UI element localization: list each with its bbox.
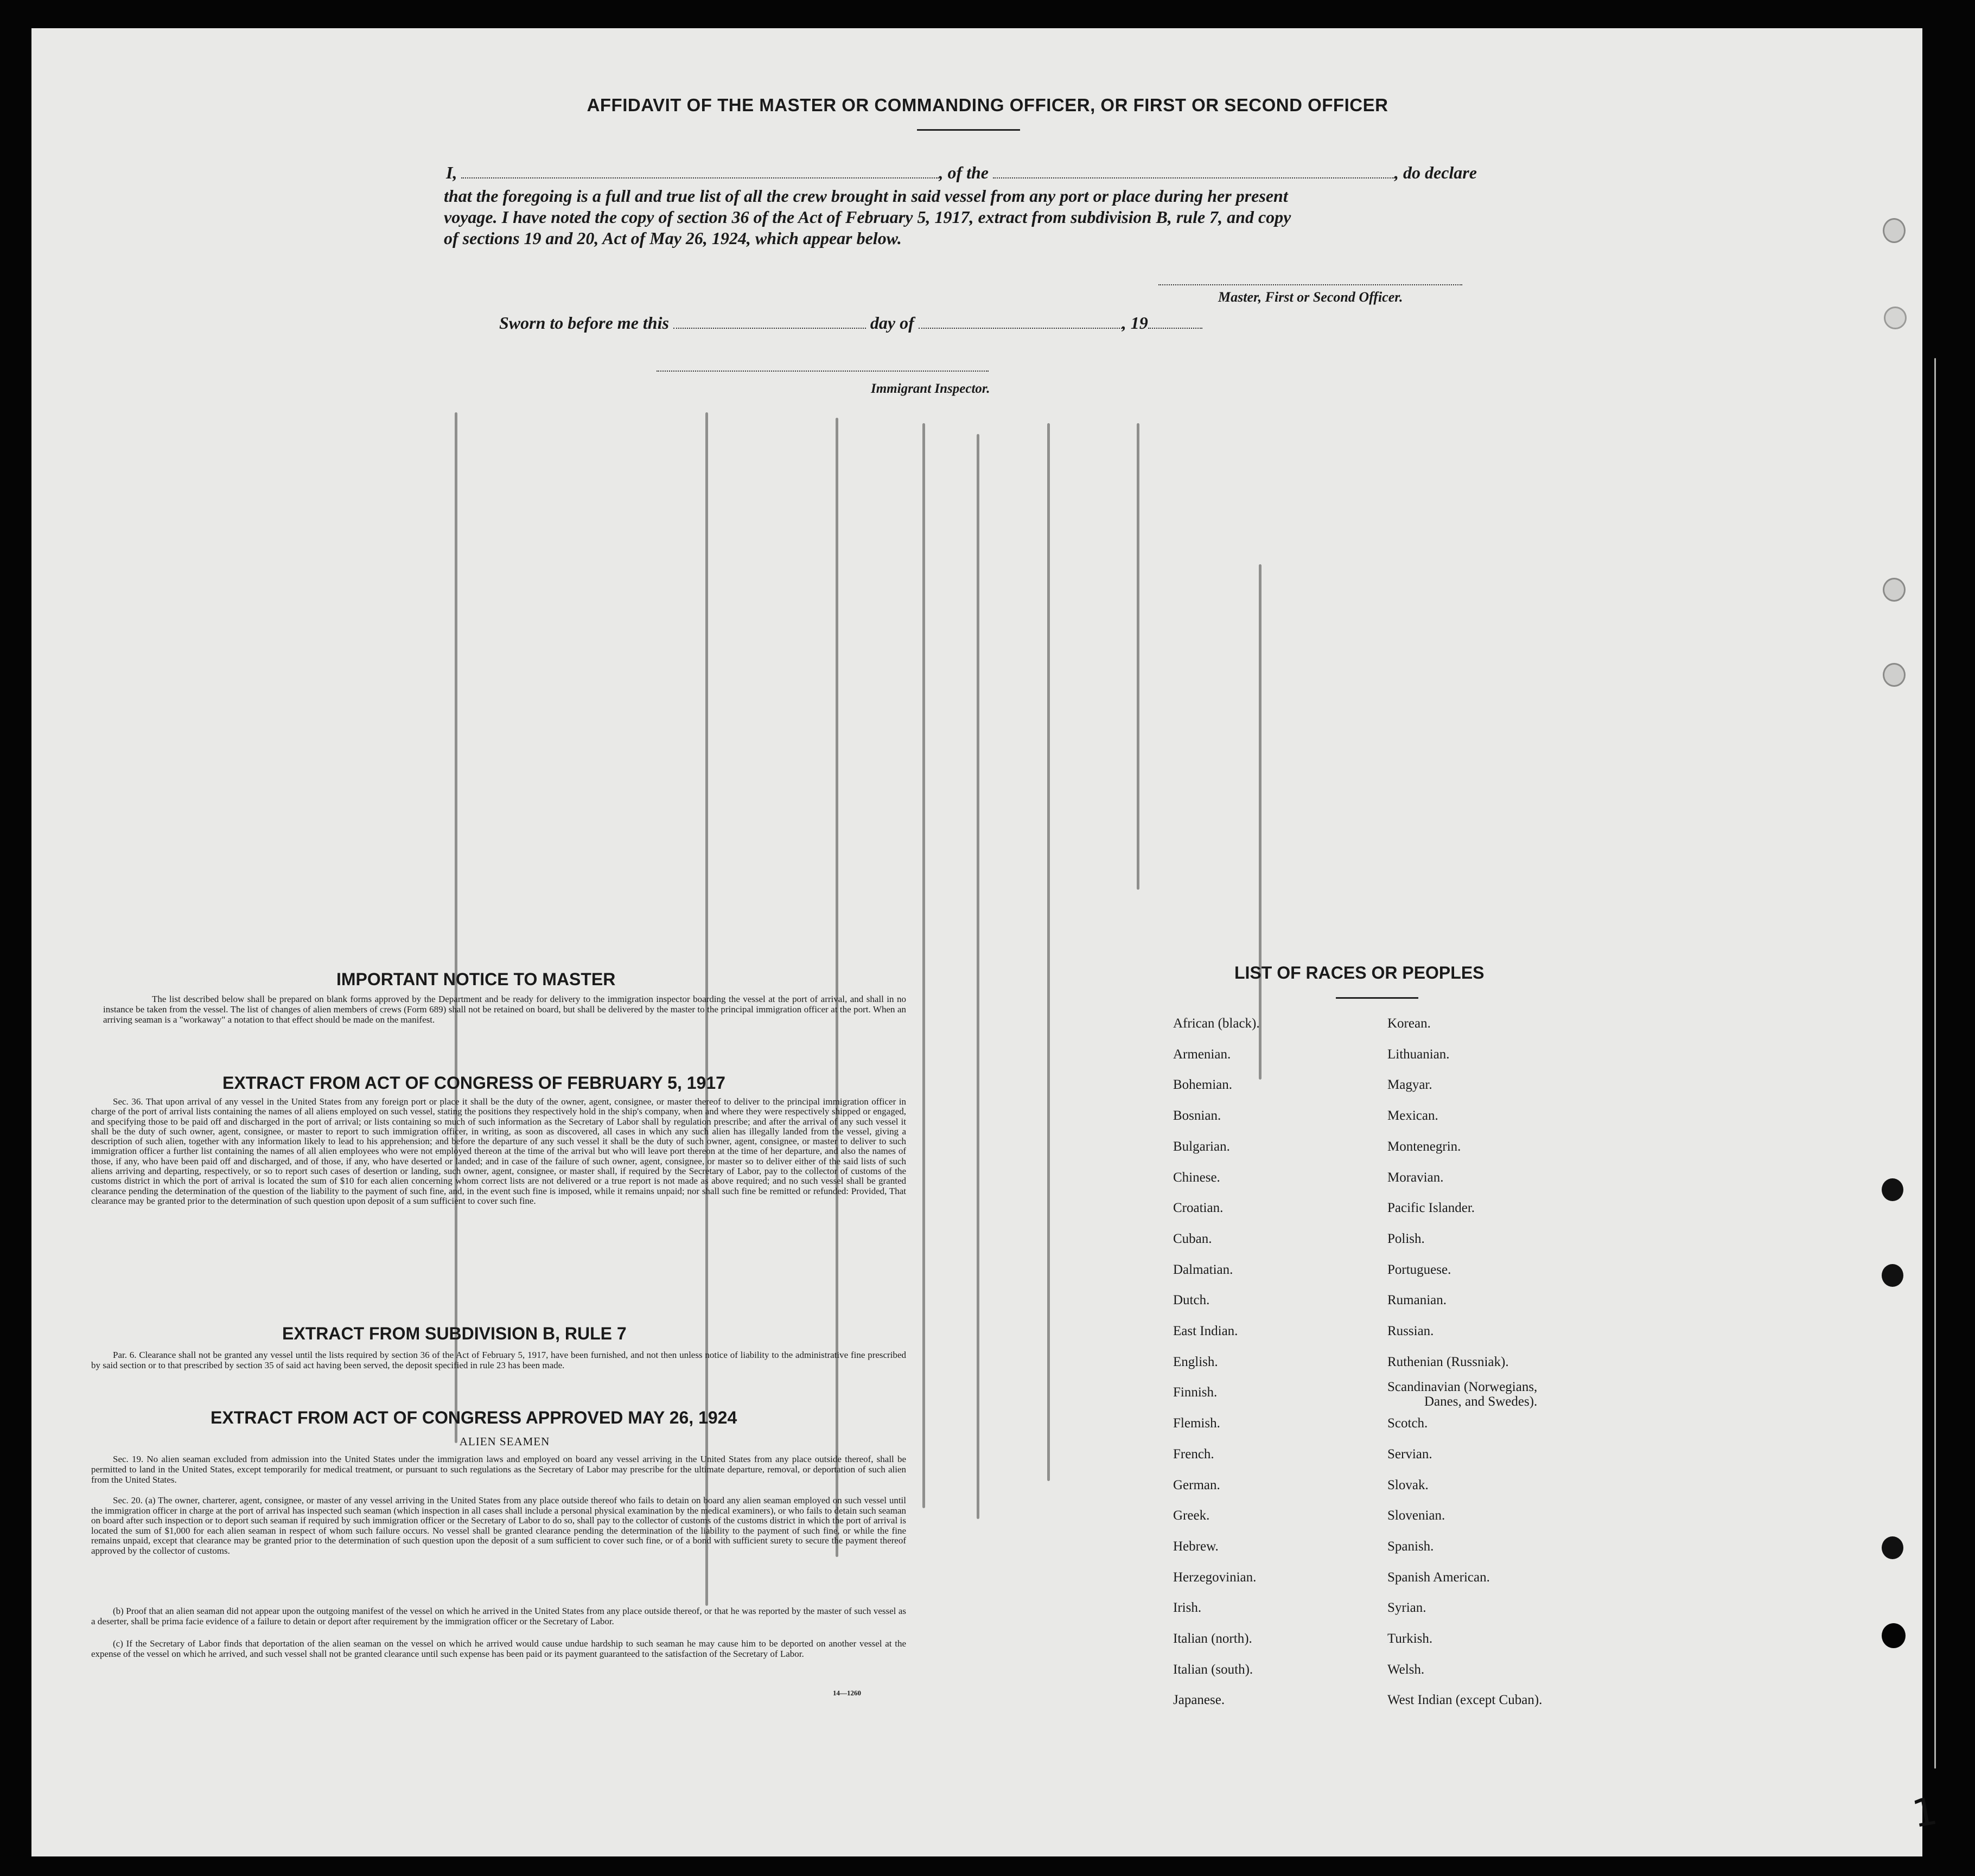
extract-1924-sec19: Sec. 19. No alien seaman excluded from admission into the United States under the immigration laws and employed on board any vessel arriving in the United States from any place outside thereof, shall be permitted to land in the United States, except temporarily for medical treatment, or pursuant to such regulations as the Secretary of Labor may prescribe for the ultimate departure, removal, or deportation of such alien from the United States.: [91, 1454, 906, 1485]
sworn-month-field[interactable]: [919, 315, 1122, 329]
race-item: Russian.: [1387, 1324, 1434, 1338]
race-item: West Indian (except Cuban).: [1387, 1693, 1543, 1708]
affidavit-body-line-1: that the foregoing is a full and true list of all the crew brought in said vessel from any port or place during her present: [444, 186, 1288, 206]
race-item: English.: [1173, 1354, 1218, 1369]
race-item: Lithuanian.: [1387, 1047, 1450, 1062]
extract-1924-sec20b: (b) Proof that an alien seaman did not appear upon the outgoing manifest of the vessel on which he arrived in the United States from any place outside thereof, or that he was reported by the master of such vessel as a deserter, shall be prima facie evidence of a failure to detain or deport after requirement by the immigration officer or the Secretary of Labor.: [91, 1606, 906, 1626]
notice-text: The list described below shall be prepared on blank forms approved by the Department and be ready for delivery to the immigration inspector boarding the vessel at the port of arrival, and shall in no instance be taken from the vessel. The list of changes of alien members of crews (Form 689) shall not be retained on board, but shall be delivered by the master to the principal immigration officer at the port. When an arriving seaman is a "workaway" a notation to that effect should be made on the manifest.: [103, 994, 906, 1025]
punch-hole: [1883, 218, 1906, 243]
bleed-margin-line: [1934, 358, 1936, 1769]
master-signature-line[interactable]: [1158, 284, 1462, 285]
race-item: Italian (north).: [1173, 1631, 1252, 1646]
punch-hole: [1882, 1536, 1903, 1559]
race-item: Slovak.: [1387, 1477, 1429, 1492]
race-item: Armenian.: [1173, 1047, 1231, 1062]
race-item: Greek.: [1173, 1508, 1210, 1523]
race-item: Hebrew.: [1173, 1539, 1219, 1554]
race-item: Slovenian.: [1387, 1508, 1445, 1523]
sworn-line: [499, 313, 1202, 333]
race-item: Chinese.: [1173, 1170, 1220, 1185]
race-item: Korean.: [1387, 1016, 1431, 1031]
race-item: Scandinavian (Norwegians,: [1387, 1380, 1538, 1395]
race-item: Spanish.: [1387, 1539, 1434, 1554]
race-item: German.: [1173, 1477, 1220, 1492]
bleed-column-line: [977, 434, 979, 1519]
bleed-column-line: [922, 423, 925, 1508]
race-item: African (black).: [1173, 1016, 1260, 1031]
vessel-field[interactable]: [993, 164, 1394, 178]
bleed-column-line: [1047, 423, 1050, 1481]
extract-rule7-text: Par. 6. Clearance shall not be granted any vessel until the lists required by section 36 of the Act of February 5, 1917, have been furnished, and not then unless notice of liability to the administrative fine prescribed by said section or to that prescribed by section 35 of said act having been served, the deposit specified in rule 23 has been made.: [91, 1350, 906, 1370]
extract-1924-title: EXTRACT FROM ACT OF CONGRESS APPROVED MAY 26, 1924: [211, 1408, 737, 1427]
race-item: Bohemian.: [1173, 1077, 1233, 1093]
race-item: Pacific Islander.: [1387, 1201, 1475, 1216]
race-item: Japanese.: [1173, 1693, 1225, 1708]
day-of-label: day of: [870, 313, 914, 333]
punch-hole: [1883, 663, 1906, 687]
race-item: Portuguese.: [1387, 1262, 1451, 1277]
race-item: Magyar.: [1387, 1077, 1432, 1093]
race-item: Mexican.: [1387, 1108, 1438, 1124]
form-number: 14—1260: [833, 1689, 861, 1697]
i-label: I,: [446, 163, 457, 182]
inspector-label: Immigrant Inspector.: [871, 381, 990, 396]
race-item: Croatian.: [1173, 1201, 1224, 1216]
races-title: LIST OF RACES OR PEOPLES: [1234, 963, 1485, 982]
bleed-column-line: [836, 418, 838, 1557]
title-rule: [917, 129, 1020, 131]
race-item: Finnish.: [1173, 1385, 1218, 1400]
sworn-label: Sworn to before me this: [499, 313, 669, 333]
punch-hole: [1882, 1178, 1903, 1201]
extract-1917-text: Sec. 36. That upon arrival of any vessel in the United States from any foreign port or place it shall be the duty of the owner, agent, consignee, or master thereof to deliver to the principal immigration officer in charge of the port of arrival lists containing the names of all aliens employed on such vessel, stating the positions they respectively hold in the ship's company, when and where they were respectively shipped or engaged, and specifying those to be paid off and discharged in the port of arrival; or lists containing so much of such information as the Secretary of Labor shall by regulation prescribe; and after the arrival of any such vessel it shall be the duty of such owner, agent, consignee, or master to report to such immigration officer, in writing, as soon as discovered, all cases in which any such alien has illegally landed from the vessel, giving a description of such alien, together with any information likely to lead to his apprehension; and before the departure of any such vessel it shall be the duty of such owner, agent, consignee, or master to deliver to such immigration officer a further list containing the names of all alien employees who were not employed thereon at the time of the arrival but who will leave port thereon at the time of her departure, and also the names of those, if any, who have been paid off and discharged, and of those, if any, who have deserted or landed; and in case of the failure of such owner, agent, consignee, or master so to deliver either of the said lists of such aliens arriving and departing, respectively, or so to report such cases of desertion or landing, such owner, agent, consignee, or master shall, if required by the Secretary of Labor, pay to the collector of customs of the customs district in which the port of arrival is located the sum of $10 for each alien concerning whom correct lists are not delivered or a true report is not made as above required; and no such vessel shall be granted clearance pending the determination of the question of the liability to the payment of such fine, and, in the event such fine is imposed, while it remains unpaid; nor shall such fine be remitted or refunded: Provided, That clearance may be granted prior to the determination of such question upon deposit of a sum sufficient to cover such fine.: [91, 1096, 906, 1206]
notice-title: IMPORTANT NOTICE TO MASTER: [336, 969, 616, 989]
race-item: Flemish.: [1173, 1416, 1220, 1431]
race-item: Rumanian.: [1387, 1293, 1447, 1308]
affidavit-title: AFFIDAVIT OF THE MASTER OR COMMANDING OFFICER, OR FIRST OR SECOND OFFICER: [587, 95, 1388, 115]
affidavit-body-line-2: voyage. I have noted the copy of section 36 of the Act of February 5, 1917, extract from subdivision B, rule 7, and copy: [444, 207, 1291, 227]
race-item: Italian (south).: [1173, 1662, 1253, 1677]
bleed-column-line: [1137, 423, 1139, 890]
extract-1917-title: EXTRACT FROM ACT OF CONGRESS OF FEBRUARY 5, 1917: [222, 1073, 725, 1093]
race-item: East Indian.: [1173, 1324, 1238, 1338]
race-item: Danes, and Swedes).: [1424, 1394, 1538, 1409]
race-item: Dalmatian.: [1173, 1262, 1233, 1277]
extract-1924-subtitle: ALIEN SEAMEN: [459, 1435, 550, 1448]
race-item: Bosnian.: [1173, 1108, 1221, 1124]
sworn-year-field[interactable]: [1148, 315, 1202, 329]
race-item: French.: [1173, 1446, 1214, 1462]
affidavit-body-line-3: of sections 19 and 20, Act of May 26, 1924, which appear below.: [444, 228, 902, 248]
race-item: Moravian.: [1387, 1170, 1444, 1185]
do-declare-label: , do declare: [1394, 163, 1477, 182]
year-prefix-label: , 19: [1122, 313, 1148, 333]
extract-1924-sec20c: (c) If the Secretary of Labor finds that deportation of the alien seaman on the vessel on which he arrived would cause undue hardship to such seaman he may cause him to be deported on another vessel at the expense of the vessel on which he arrived, and such vessel shall not be granted clearance until such expense has been paid or its payment guaranteed to the satisfaction of the Secretary of Labor.: [91, 1638, 906, 1659]
race-item: Irish.: [1173, 1600, 1202, 1616]
race-item: Ruthenian (Russniak).: [1387, 1354, 1509, 1369]
race-item: Montenegrin.: [1387, 1139, 1461, 1154]
race-item: Syrian.: [1387, 1600, 1426, 1616]
punch-hole: [1884, 307, 1907, 329]
of-the-label: , of the: [939, 163, 989, 182]
extract-1924-sec20a: Sec. 20. (a) The owner, charterer, agent, consignee, or master of any vessel arriving in the United States from any place outside thereof who fails to detain on board any alien seaman employed on such vessel until the immigration officer in charge at the port of arrival has inspected such seaman (which inspection in all cases shall include a personal physical examination by the medical examiners), or who fails to detain such seaman on board after such inspection or to deport such seaman if required by such immigration officer or the Secretary of Labor to do so, shall pay to the collector of customs of the customs district in which the port of arrival is located the sum of $1,000 for each alien seaman in respect of whom such failure occurs. No vessel shall be granted clearance pending the determination of the liability to the payment of such fine, or while the fine remains unpaid, except that clearance may be granted prior to the determination of such question upon the deposit of a sum sufficient to cover such fine, or of a bond with sufficient surety to secure the payment thereof approved by the collector of customs.: [91, 1495, 906, 1556]
race-item: Turkish.: [1387, 1631, 1433, 1646]
affidavit-line-1: [446, 163, 1477, 183]
margin-mark: 1: [1909, 1788, 1941, 1837]
extract-rule7-title: EXTRACT FROM SUBDIVISION B, RULE 7: [282, 1324, 627, 1343]
races-title-rule: [1336, 997, 1418, 999]
race-item: Spanish American.: [1387, 1569, 1490, 1585]
punch-hole: [1882, 1264, 1903, 1287]
bleed-column-line: [455, 412, 457, 1443]
race-item: Herzegovinian.: [1173, 1569, 1257, 1585]
race-item: Polish.: [1387, 1231, 1425, 1246]
name-field[interactable]: [461, 164, 939, 178]
sworn-day-field[interactable]: [673, 315, 866, 329]
master-signature-label: Master, First or Second Officer.: [1218, 289, 1403, 305]
punch-hole: [1882, 1623, 1906, 1648]
race-item: Bulgarian.: [1173, 1139, 1230, 1154]
race-item: Servian.: [1387, 1446, 1432, 1462]
race-item: Dutch.: [1173, 1293, 1210, 1308]
punch-hole: [1883, 578, 1906, 602]
race-item: Scotch.: [1387, 1416, 1428, 1431]
race-item: Cuban.: [1173, 1231, 1212, 1246]
bleed-column-line: [1259, 564, 1262, 1080]
race-item: Welsh.: [1387, 1662, 1425, 1677]
inspector-signature-line[interactable]: [657, 371, 989, 372]
